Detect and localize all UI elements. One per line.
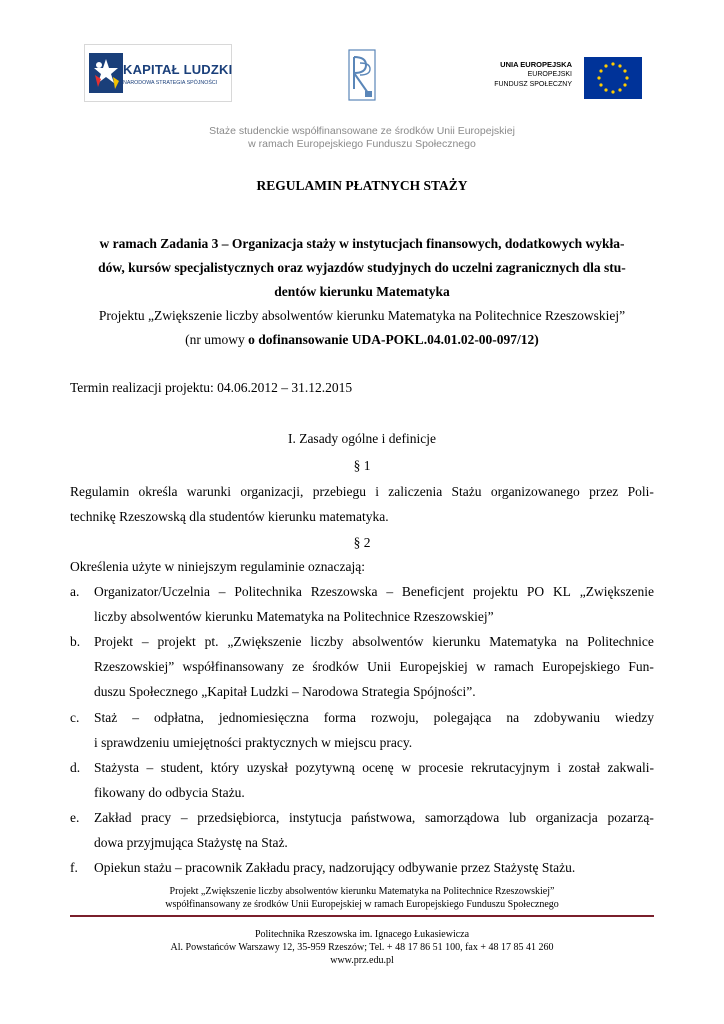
item-e-line1 xyxy=(94,805,654,830)
item-marker: c. xyxy=(70,710,80,725)
word: środków xyxy=(312,659,359,674)
item-b-line2 xyxy=(94,654,654,679)
item-b-line3: duszu Społecznego „Kapitał Ludzki – Narodowa Strategia Spójności”. xyxy=(94,684,476,699)
word: – xyxy=(141,634,149,649)
word: został xyxy=(568,760,600,775)
word: samorządowa xyxy=(424,810,500,825)
kapital-ludzki-star-icon xyxy=(89,53,123,93)
subheading xyxy=(70,232,654,352)
word: Organizator/Uczelnia xyxy=(94,584,210,599)
eu-line1: UNIA EUROPEJSKA xyxy=(500,60,572,69)
word: KL xyxy=(552,584,571,599)
word: współfinansowany xyxy=(182,659,284,674)
word: liczby xyxy=(310,634,344,649)
word: wiedzy xyxy=(615,710,654,725)
word: Matematyka xyxy=(489,634,557,649)
eu-line3: FUNDUSZ SPOŁECZNY xyxy=(494,81,572,88)
word: kierunku xyxy=(432,634,481,649)
word: rozwoju, xyxy=(371,710,419,725)
footer-line2: współfinansowany ze środków Unii Europejskiej w ramach Europejskiego Funduszu Społecznego xyxy=(165,899,559,910)
cofinance-line2: w ramach Europejskiego Funduszu Społecznego xyxy=(248,138,476,150)
word: uzyskał xyxy=(246,760,288,775)
prz-monogram-icon xyxy=(348,49,376,106)
word: na xyxy=(565,634,579,649)
word: rekrutacyjnym xyxy=(470,760,550,775)
cofinance-line1: Staże studenckie współfinansowane ze środków Unii Europejskiej xyxy=(209,125,515,137)
eu-efs-logo xyxy=(488,57,642,99)
item-b-line1 xyxy=(94,629,654,654)
kapital-ludzki-logo xyxy=(84,44,232,102)
word: pozytywną xyxy=(295,760,355,775)
word: – xyxy=(180,810,188,825)
footer-line3: Politechnika Rzeszowska im. Ignacego Łukasiewicza xyxy=(254,929,470,940)
paragraph-sign-1: § 1 xyxy=(353,458,371,473)
word: w xyxy=(401,760,411,775)
word: przedsiębiorca, xyxy=(197,810,280,825)
word: organizowanego xyxy=(490,484,580,499)
word: przez xyxy=(589,484,619,499)
item-marker: a. xyxy=(70,584,80,599)
item-marker: b. xyxy=(70,634,81,649)
word: i xyxy=(557,760,561,775)
word: i xyxy=(375,484,379,499)
word: – xyxy=(386,584,394,599)
word: Europejskiego xyxy=(542,659,621,674)
word: na xyxy=(506,710,520,725)
paragraph-1 xyxy=(70,479,654,529)
word: lub xyxy=(508,810,527,825)
word: ocenę xyxy=(362,760,394,775)
item-c-line2: i sprawdzeniu umiejętności praktycznych w miejscu pracy. xyxy=(94,735,413,750)
word: Europejskiej xyxy=(399,659,468,674)
word: instytucja xyxy=(289,810,342,825)
word: pt. xyxy=(204,634,219,649)
word: – xyxy=(132,710,139,725)
item-marker: d. xyxy=(70,760,81,775)
definitions-intro: Określenia użyte w niniejszym regulaminie oznaczają: xyxy=(70,559,366,574)
word: organizacji, xyxy=(240,484,304,499)
kapital-ludzki-title: KAPITAŁ LUDZKI xyxy=(123,62,233,77)
word: absolwentów xyxy=(352,634,424,649)
item-e-line2: dowa przyjmująca Stażystę na Staż. xyxy=(94,835,288,850)
footer-line1: Projekt „Zwiększenie liczby absolwentów kierunku Matematyka na Politechnice Rzeszowskiej” xyxy=(169,886,555,897)
item-marker: f. xyxy=(70,860,78,875)
word: projekt xyxy=(157,634,196,649)
word: który xyxy=(210,760,240,775)
word: przebiegu xyxy=(312,484,366,499)
word: student, xyxy=(160,760,204,775)
word: Stażysta xyxy=(94,760,139,775)
word: „Zwiększenie xyxy=(579,584,654,599)
word: forma xyxy=(323,710,357,725)
word: – xyxy=(146,760,154,775)
word: Rzeszowska xyxy=(310,584,378,599)
word: Zakład xyxy=(94,810,132,825)
subhead-line5 xyxy=(70,328,654,352)
word: zdobywaniu xyxy=(534,710,601,725)
footer-project xyxy=(0,885,724,911)
project-term: Termin realizacji projektu: 04.06.2012 – 31.12.2015 xyxy=(70,380,353,395)
item-c-line1 xyxy=(94,705,654,730)
paragraph-1-line1 xyxy=(70,479,654,504)
eu-flag-icon xyxy=(584,57,642,99)
word: Regulamin xyxy=(70,484,130,499)
word: projektu xyxy=(472,584,518,599)
word: Politechnika xyxy=(234,584,302,599)
item-marker: e. xyxy=(70,810,80,825)
word: państwowa, xyxy=(351,810,416,825)
word: zaliczenia xyxy=(388,484,443,499)
subhead-line4: Projektu „Zwiększenie liczby absolwentów kierunku Matematyka na Politechnice Rzeszowskiej” xyxy=(98,308,626,323)
item-f-line1: Opiekun stażu – pracownik Zakładu pracy, nadzorujący odbywanie przez Stażystę Stażu. xyxy=(94,860,576,875)
word: pozarzą- xyxy=(607,810,654,825)
contract-prefix: (nr umowy xyxy=(185,332,249,347)
word: procesie xyxy=(418,760,464,775)
word: Rzeszowskiej” xyxy=(94,659,175,674)
word: zakwali- xyxy=(607,760,654,775)
paragraph-sign-2: § 2 xyxy=(353,535,371,550)
footer-divider xyxy=(70,915,654,917)
subhead-line3: dentów kierunku Matematyka xyxy=(274,284,450,299)
word: Projekt xyxy=(94,634,133,649)
word: Beneficjent xyxy=(401,584,465,599)
item-d-line1 xyxy=(94,755,654,780)
cofinance-note xyxy=(0,125,724,151)
word: Stażu xyxy=(451,484,482,499)
word: Fun- xyxy=(628,659,654,674)
word: organizacja xyxy=(535,810,598,825)
item-a-line1 xyxy=(94,579,654,604)
word: „Zwiększenie xyxy=(227,634,302,649)
subhead-line1: w ramach Zadania 3 – Organizacja staży w instytucjach finansowych, dodatkowych wykła- xyxy=(99,236,625,251)
word: jednomiesięczna xyxy=(218,710,309,725)
word: określa xyxy=(138,484,178,499)
item-d-line2: fikowany do odbycia Stażu. xyxy=(94,785,245,800)
footer-address xyxy=(0,928,724,967)
item-a-line2: liczby absolwentów kierunku Matematyka na Politechnice Rzeszowskiej” xyxy=(94,609,494,624)
eu-line2: EUROPEJSKI xyxy=(527,71,572,78)
word: Politechnice xyxy=(587,634,654,649)
word: polegająca xyxy=(433,710,492,725)
word: pracy xyxy=(141,810,172,825)
document-title: REGULAMIN PŁATNYCH STAŻY xyxy=(256,178,468,193)
word: warunki xyxy=(186,484,232,499)
section-title: I. Zasady ogólne i definicje xyxy=(287,431,437,446)
contract-number: o dofinansowanie UDA-POKL.04.01.02-00-097/12) xyxy=(248,332,539,347)
word: ze xyxy=(292,659,305,674)
paragraph-1-line2: technikę Rzeszowską dla studentów kierunku matematyka. xyxy=(70,509,389,524)
word: odpłatna, xyxy=(153,710,204,725)
footer-line4: Al. Powstańców Warszawy 12, 35-959 Rzeszów; Tel. + 48 17 86 51 100, fax + 48 17 85 41 260 xyxy=(170,942,554,953)
word: ramach xyxy=(494,659,534,674)
word: PO xyxy=(526,584,545,599)
kapital-ludzki-subtitle: NARODOWA STRATEGIA SPÓJNOŚCI xyxy=(123,80,218,86)
word: Poli- xyxy=(627,484,654,499)
eu-text-block xyxy=(494,60,572,90)
footer-website[interactable]: www.prz.edu.pl xyxy=(330,955,394,966)
word: Unii xyxy=(367,659,392,674)
word: Staż xyxy=(94,710,118,725)
subhead-line2: dów, kursów specjalistycznych oraz wyjazdów studyjnych do uczelni zagranicznych dla stu- xyxy=(98,260,626,275)
word: – xyxy=(218,584,226,599)
word: w xyxy=(476,659,486,674)
